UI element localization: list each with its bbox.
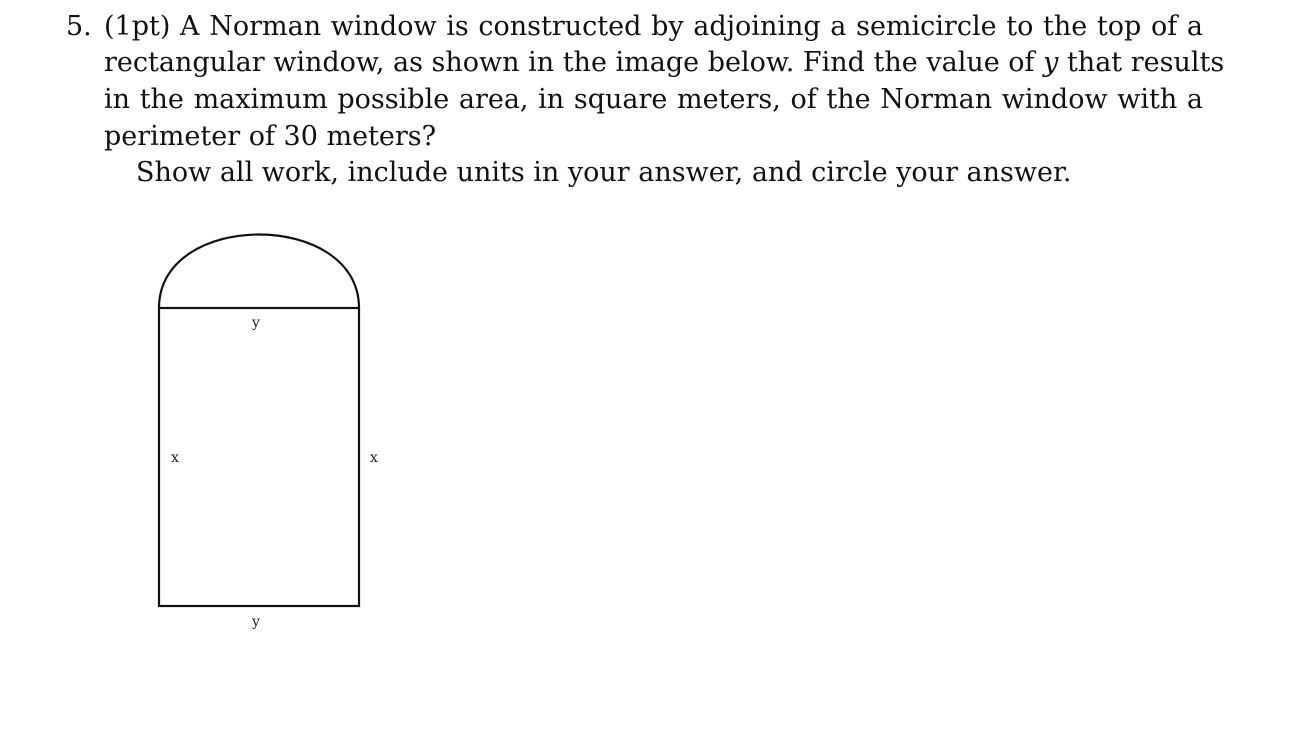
problem-text-segment: that results xyxy=(1058,47,1225,78)
label-bottom-width: y xyxy=(252,614,260,630)
problem-text-line-2 xyxy=(104,45,1225,81)
problem-text-line-4 xyxy=(104,119,436,155)
problem-number: 5. xyxy=(66,11,92,42)
label-left-height: x xyxy=(171,450,179,466)
instructions-text: Show all work, include units in your answer, and circle your answer. xyxy=(136,157,1072,188)
problem-text-segment: (1pt) A Norman window is constructed by adjoining a semicircle to the top of a xyxy=(104,11,1203,42)
label-top-width: y xyxy=(252,315,260,331)
problem-instructions xyxy=(136,155,1072,191)
problem-text-segment: perimeter of 30 meters? xyxy=(104,121,437,152)
problem-text-line-1 xyxy=(104,9,1203,45)
math-variable-y: y xyxy=(1043,47,1059,78)
label-right-height: x xyxy=(370,450,378,466)
problem-text-segment: in the maximum possible area, in square meters, of the Norman window with a xyxy=(104,84,1203,115)
problem-text-segment: rectangular window, as shown in the image below. Find the value of xyxy=(104,47,1044,78)
problem-text-line-3 xyxy=(104,82,1203,118)
